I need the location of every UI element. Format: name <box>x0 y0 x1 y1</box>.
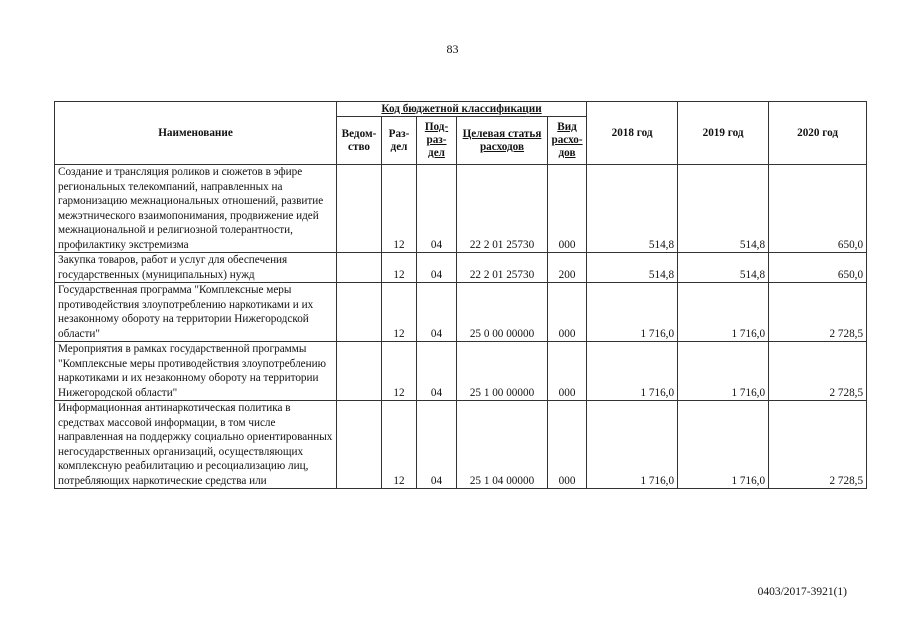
row-2018: 1 716,0 <box>587 342 678 401</box>
header-vedomstvo: Ведом-ство <box>337 117 382 165</box>
page-number: 83 <box>446 42 459 56</box>
row-name: Создание и трансляция роликов и сюжетов в эфире региональных телекомпаний, направленных на гармонизацию межнациональных отношений, развитие межэтнического взаимопонимания, продвижение идей межнациональной и религиозной толерантности, профилактику экстремизма <box>55 165 337 253</box>
row-name: Мероприятия в рамках государственной программы "Комплексные меры противодействия злоупотреблению наркотиками и их незаконному обороту на территории Нижегородской области" <box>55 342 337 401</box>
header-2020: 2020 год <box>769 102 867 165</box>
row-podrazdel: 04 <box>417 283 457 342</box>
row-razdel: 12 <box>382 165 417 253</box>
document-id: 0403/2017-3921(1) <box>757 586 847 598</box>
row-podrazdel: 04 <box>417 165 457 253</box>
header-row-group <box>55 102 867 117</box>
row-vedomstvo <box>337 401 382 489</box>
header-2019: 2019 год <box>678 102 769 165</box>
row-2018: 514,8 <box>587 253 678 283</box>
row-2019: 514,8 <box>678 165 769 253</box>
table-row <box>55 342 867 401</box>
row-vid: 000 <box>548 401 587 489</box>
row-podrazdel: 04 <box>417 401 457 489</box>
row-podrazdel: 04 <box>417 342 457 401</box>
row-target: 22 2 01 25730 <box>457 253 548 283</box>
row-2019: 514,8 <box>678 253 769 283</box>
budget-table <box>54 101 867 489</box>
row-razdel: 12 <box>382 401 417 489</box>
row-name: Государственная программа "Комплексные меры противодействия злоупотреблению наркотиками и их незаконному обороту на территории Нижегородской области" <box>55 283 337 342</box>
header-target: Целевая статья расходов <box>457 117 548 165</box>
row-name: Закупка товаров, работ и услуг для обеспечения государственных (муниципальных) нужд <box>55 253 337 283</box>
header-name: Наименование <box>55 102 337 165</box>
header-vid: Вид расхо-дов <box>548 117 587 165</box>
row-2020: 650,0 <box>769 165 867 253</box>
table-row <box>55 253 867 283</box>
row-vid: 000 <box>548 283 587 342</box>
row-target: 22 2 01 25730 <box>457 165 548 253</box>
row-vedomstvo <box>337 342 382 401</box>
row-razdel: 12 <box>382 342 417 401</box>
table-row <box>55 401 867 489</box>
row-2020: 2 728,5 <box>769 401 867 489</box>
row-2018: 1 716,0 <box>587 401 678 489</box>
row-vedomstvo <box>337 165 382 253</box>
header-podrazdel: Под-раз-дел <box>417 117 457 165</box>
row-razdel: 12 <box>382 253 417 283</box>
row-vid: 200 <box>548 253 587 283</box>
header-2018: 2018 год <box>587 102 678 165</box>
row-2020: 2 728,5 <box>769 342 867 401</box>
row-2019: 1 716,0 <box>678 342 769 401</box>
row-2020: 650,0 <box>769 253 867 283</box>
row-2019: 1 716,0 <box>678 401 769 489</box>
table-row <box>55 283 867 342</box>
row-2019: 1 716,0 <box>678 283 769 342</box>
row-target: 25 0 00 00000 <box>457 283 548 342</box>
row-2018: 514,8 <box>587 165 678 253</box>
row-vedomstvo <box>337 253 382 283</box>
table-row <box>55 165 867 253</box>
header-classification-group: Код бюджетной классификации <box>337 102 587 117</box>
row-podrazdel: 04 <box>417 253 457 283</box>
row-name: Информационная антинаркотическая политика в средствах массовой информации, в том числе направленная на поддержку социально ориентированных негосударственных организаций, осуществляющих комплексную реабилитацию и ресоциализацию лиц, потребляющих наркотические средства или <box>55 401 337 489</box>
row-2018: 1 716,0 <box>587 283 678 342</box>
row-vedomstvo <box>337 283 382 342</box>
row-razdel: 12 <box>382 283 417 342</box>
row-vid: 000 <box>548 342 587 401</box>
row-target: 25 1 04 00000 <box>457 401 548 489</box>
row-target: 25 1 00 00000 <box>457 342 548 401</box>
header-razdel: Раз-дел <box>382 117 417 165</box>
row-2020: 2 728,5 <box>769 283 867 342</box>
row-vid: 000 <box>548 165 587 253</box>
